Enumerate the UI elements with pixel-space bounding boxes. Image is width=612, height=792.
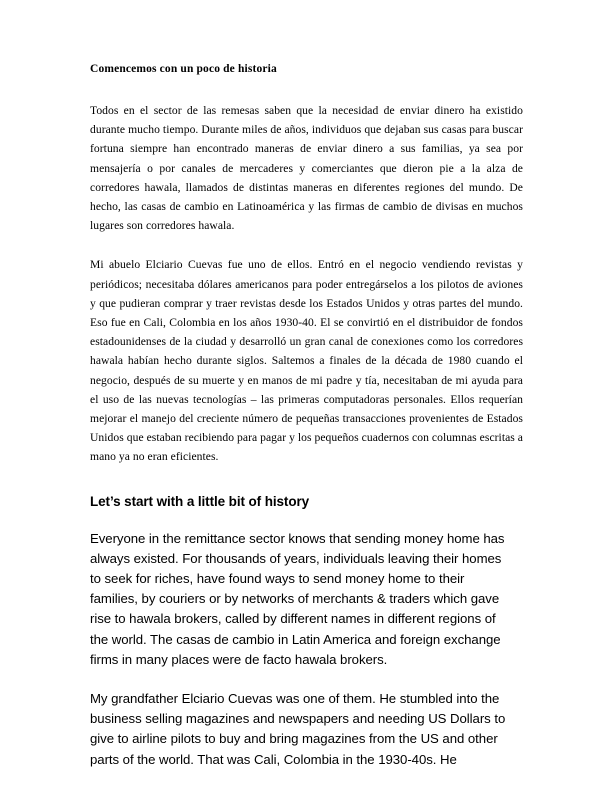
spanish-paragraph-1: Todos en el sector de las remesas saben que la necesidad de enviar dinero ha existido durante mucho tiempo. Durante miles de años, individuos que dejaban sus casas para buscar fortuna siempre han encontrado maneras de enviar dinero a sus familias, ya sea por mensajería o por canales de mercaderes y comerciantes que dieron pie a la alza de corredores hawala, llamados de distintas maneras en diferentes regiones del mundo. De hecho, las casas de cambio en Latinoamérica y las firmas de cambio de divisas en muchos lugares son corredores hawala. <box>90 104 523 233</box>
spanish-section-heading: Comencemos con un poco de historia <box>90 63 277 75</box>
spanish-paragraph-2: Mi abuelo Elciario Cuevas fue uno de ellos. Entró en el negocio vendiendo revistas y periódicos; necesitaba dólares americanos para poder entregárselos a los pilotos de aviones y que pudieran comprar y traer revistas desde los Estados Unidos y otras partes del mundo. Eso fue en Cali, Colombia en los años 1930-40. El se convirtió en el distribuidor de fondos estadounidenses de la ciudad y desarrolló un gran canal de conexiones como los corredores hawala habían hecho durante siglos. Saltemos a finales de la década de 1980 cuando el negocio, después de su muerte y en manos de mi padre y tía, necesitaban de mi ayuda para el uso de las nuevas tecnologías – las primeras computadoras personales. Ellos requerían mejorar el manejo del creciente número de pequeñas transacciones provenientes de Estados Unidos que estaban recibiendo para pagar y los pequeños cuadernos con columnas escritas a mano ya no eran eficientes. <box>90 258 523 464</box>
english-paragraph-1: Everyone in the remittance sector knows that sending money home has always existed. For thousands of years, individuals leaving their homes to seek for riches, have found ways to send money home to their families, by couriers or by networks of merchants & traders which gave rise to hawala brokers, called by different names in different regions of the world. The casas de cambio in Latin America and foreign exchange firms in many places were de facto hawala brokers. <box>90 530 505 667</box>
english-paragraph-2: My grandfather Elciario Cuevas was one of them. He stumbled into the business selling magazines and newspapers and needing US Dollars to give to airline pilots to buy and bring magazines from the US and other parts of the world. That was Cali, Colombia in the 1930-40s. He <box>90 691 506 767</box>
english-section-heading: Let’s start with a little bit of history <box>90 493 310 509</box>
document-body <box>90 62 523 770</box>
